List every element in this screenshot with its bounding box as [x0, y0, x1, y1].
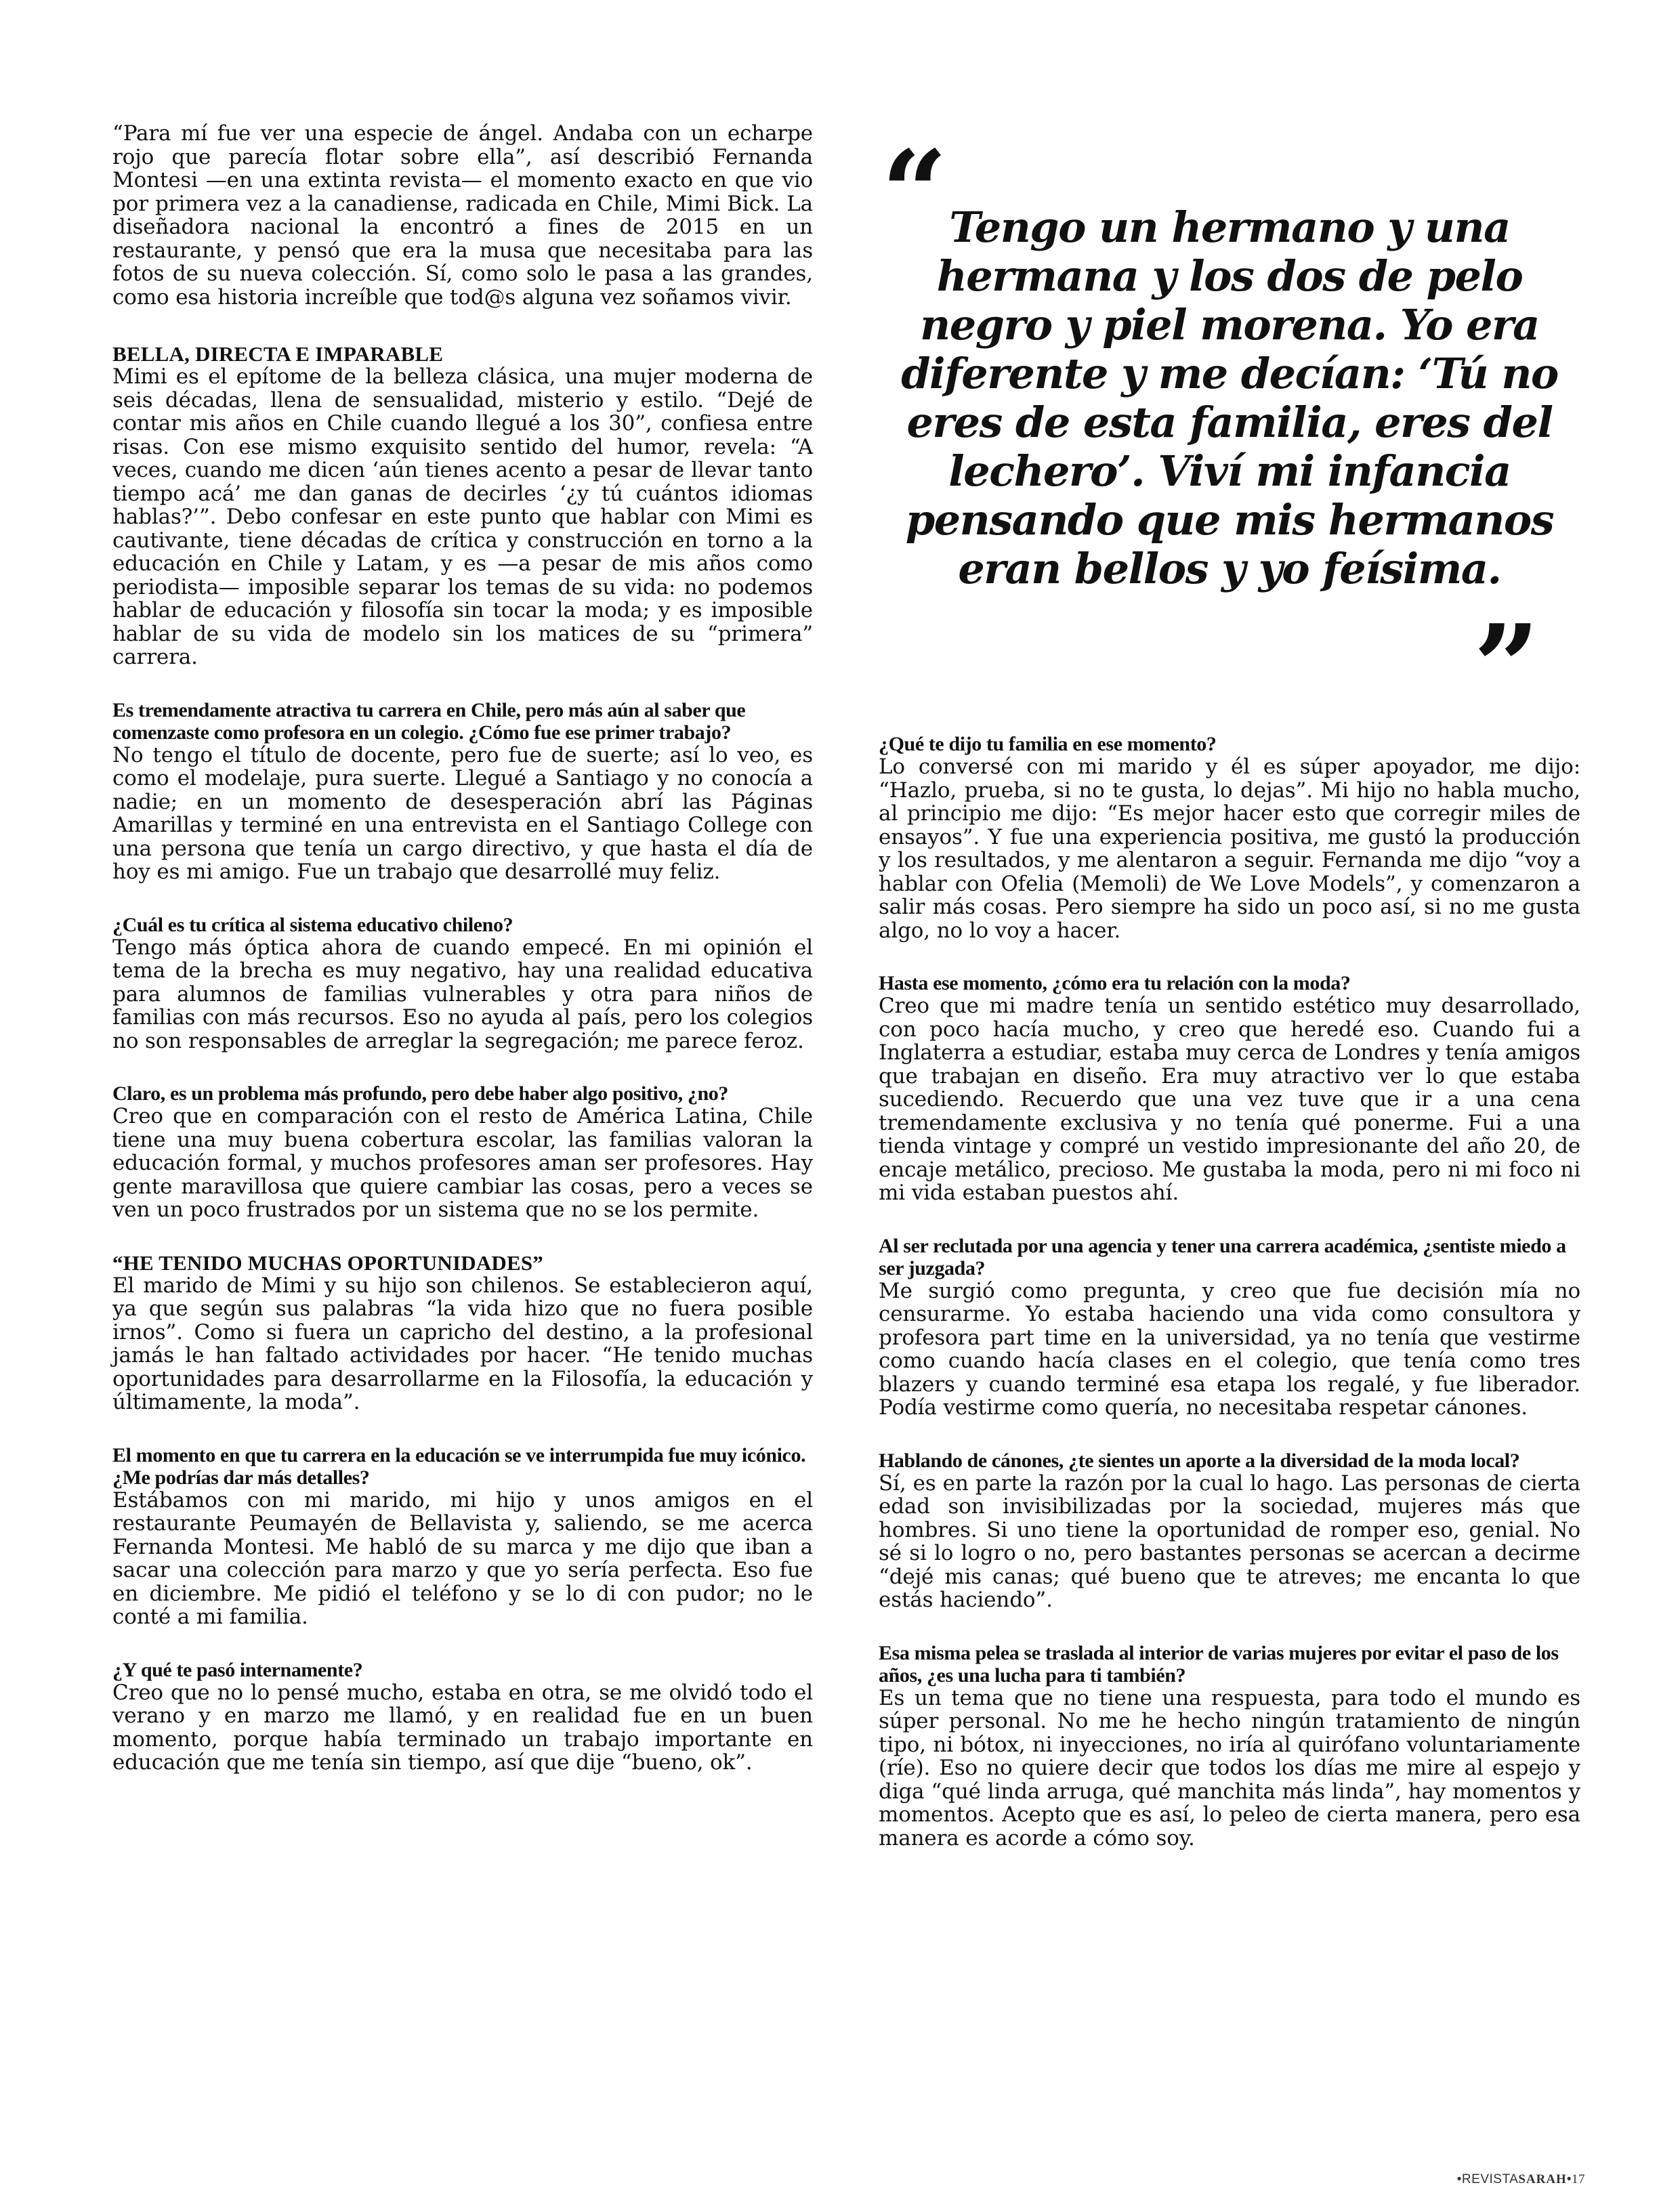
- question-heading: ¿Y qué te pasó internamente?: [112, 1658, 363, 1681]
- page-number: 17: [1572, 2172, 1585, 2186]
- answer-text: Es un tema que no tiene una respuesta, para todo el mundo es súper personal. No me he hecho ningún tratamiento de ningún tipo, ni bótox, ni inyecciones, no iría al quirófano voluntariamente (ríe). Eso no quiere decir que todos los días me mire al espejo y diga “qué linda arruga, qué manchita más linda”, hay momentos y momentos. Acepto que es así, lo peleo de cierta manera, pero esa manera es acorde a cómo soy.: [879, 1685, 1580, 1850]
- question-heading: Al ser reclutada por una agencia y tener una carrera académica, ¿sentiste miedo a ser juzgada?: [879, 1234, 1566, 1279]
- answer-text: Lo conversé con mi marido y él es súper apoyador, me dijo: “Hazlo, prueba, si no te gusta, lo dejas”. Mi hijo no habla mucho, al principio me dijo: “Es mejor hacer esto que corregir miles de ensayos”. Y fue una experiencia positiva, me gustó la producción y los resultados, y me alentaron a seguir. Fernanda me dijo “voy a hablar con Ofelia (Memoli) de We Love Models”, y comenzaron a salir más cosas. Pero siempre ha sido un poco así, si no me gusta algo, no lo voy a hacer.: [879, 755, 1580, 943]
- answer-text: Creo que mi madre tenía un sentido estético muy desarrollado, con poco hacía mucho, y creo que heredé eso. Cuando fui a Inglaterra a estudiar, estaba muy cerca de Londres y tenía amigos que trabajan en diseño. Era muy atractivo ver lo que estaba sucediendo. Recuerdo que una vez tuve que ir a una cena tremendamente exclusiva y no tenía qué ponerme. Fui a una tienda vintage y compré un vestido impresionante del año 20, de encaje metálico, precioso. Me gustaba la moda, pero ni mi foco ni mi vida estaban puestos ahí.: [879, 994, 1580, 1205]
- question-heading: Hasta ese momento, ¿cómo era tu relación con la moda?: [879, 972, 1351, 994]
- spacer: [112, 309, 813, 343]
- page-footer: [1450, 2173, 1585, 2186]
- section-paso-anos: [879, 1642, 1580, 1850]
- question-heading: ¿Qué te dijo tu familia en ese momento?: [879, 733, 1217, 755]
- pull-quote: [879, 125, 1580, 735]
- right-column: [879, 733, 1580, 1880]
- section-internamente: [112, 1659, 813, 1775]
- answer-text: Estábamos con mi marido, mi hijo y unos amigos en el restaurante Peumayén de Bellavista y, saliendo, se me acerca Fernanda Montesi. Me habló de su marca y me dijo que iban a sacar una colección para marzo y que yo sería perfecta. Eso fue en diciembre. Me pidió el teléfono y se lo di con pudor; no le conté a mi familia.: [112, 1487, 813, 1629]
- question-heading: El momento en que tu carrera en la educación se ve interrumpida fue muy icónico. ¿Me podrías dar más detalles?: [112, 1443, 806, 1489]
- question-heading: Es tremendamente atractiva tu carrera en Chile, pero más aún al saber que comenzaste como profesora en un colegio. ¿Cómo fue ese primer trabajo?: [112, 698, 746, 744]
- section-familia: [879, 733, 1580, 942]
- close-quote-mark: ”: [1473, 599, 1540, 735]
- section-critica-sistema: [112, 914, 813, 1053]
- footer-separator: •: [1566, 2172, 1572, 2186]
- question-heading: ¿Cuál es tu crítica al sistema educativo chileno?: [112, 913, 513, 936]
- section-heading: “HE TENIDO MUCHAS OPORTUNIDADES”: [112, 1250, 544, 1275]
- section-text: Mimi es el epítome de la belleza clásica, una mujer moderna de seis décadas, llena de sensualidad, misterio y estilo. “Dejé de contar mis años en Chile cuando llegué a los 30”, confiesa entre risas. Con ese mismo exquisito sentido del humor, revela: “A veces, cuando me dicen ‘aún tienes acento a pesar de llevar tanto tiempo acá’ me dan ganas de decirles ‘¿y tú cuántos idiomas hablas?’”. Debo confesar en este punto que hablar con Mimi es cautivante, tiene décadas de crítica y construcción en torno a la educación en Chile y Latam, y es —a pesar de mis años como periodista— imposible separar los temas de su vida: no podemos hablar de educación y filosofía sin tocar la moda; y es imposible hablar de su vida de modelo sin los matices de su “primera” carrera.: [112, 364, 813, 669]
- left-column: [112, 122, 813, 1804]
- footer-prefix: •REVISTA: [1456, 2172, 1519, 2186]
- question-heading: Claro, es un problema más profundo, pero debe haber algo positivo, ¿no?: [112, 1082, 728, 1105]
- intro-paragraph: “Para mí fue ver una especie de ángel. Andaba con un echarpe rojo que parecía flotar sobre ella”, así describió Fernanda Montesi —en una extinta revista— el momento exacto en que vio por primera vez a la canadiense, radicada en Chile, Mimi Bick. La diseñadora nacional la encontró a fines de 2015 en un restaurante, y pensó que era la musa que necesitaba para las fotos de su nueva colección. Sí, como solo le pasa a las grandes, como esa historia increíble que tod@s alguna vez soñamos vivir.: [112, 121, 813, 310]
- answer-text: Tengo más óptica ahora de cuando empecé. En mi opinión el tema de la brecha es muy negativo, hay una realidad educativa para alumnos de familias vulnerables y otra para niños de familias con más recursos. Eso no ayuda al país, pero los colegios no son responsables de arreglar la segregación; me parece feroz.: [112, 935, 813, 1053]
- answer-text: Me surgió como pregunta, y creo que fue decisión mía no censurarme. Yo estaba haciendo una vida como consultora y profesora part time en la universidad, ya no tenía que vestirme como cuando hacía clases en el colegio, que tenía como tres blazers y cuando terminé esa etapa los regalé, y fue liberador. Podía vestirme como quería, no necesitaba respetar cánones.: [879, 1278, 1580, 1420]
- open-quote-mark: “: [881, 125, 948, 261]
- pull-quote-text: Tengo un hermano y una hermana y los dos de pelo negro y piel morena. Yo era diferente y me decían: ‘Tú no eres de esta familia, eres del lechero’. Viví mi infancia pensando que mis hermanos eran bellos y yo feísima.: [901, 203, 1558, 593]
- magazine-brand: SARAH: [1518, 2172, 1567, 2186]
- section-miedo-juzgada: [879, 1235, 1580, 1420]
- section-text: El marido de Mimi y su hijo son chilenos. Se establecieron aquí, ya que según sus palabras “la vida hizo que no fuera posible irnos”. Como si fuera un capricho del destino, a la profesional jamás le han faltado actividades por hacer. “He tenido muchas oportunidades para desarrollarme en la Filosofía, la educación y últimamente, la moda”.: [112, 1273, 813, 1414]
- section-canones: [879, 1450, 1580, 1612]
- answer-text: Creo que en comparación con el resto de América Latina, Chile tiene una muy buena cobertura escolar, las familias valoran la educación formal, y muchos profesores aman ser profesores. Hay gente maravillosa que quiere cambiar las cosas, pero a veces se ven un poco frustrados por un sistema que no se los permite.: [112, 1104, 813, 1222]
- section-relacion-moda: [879, 972, 1580, 1205]
- section-bella-directa: [112, 343, 813, 669]
- section-momento-iconico: [112, 1444, 813, 1629]
- question-heading: Esa misma pelea se traslada al interior de varias mujeres por evitar el paso de los años, ¿es una lucha para ti también?: [879, 1641, 1559, 1687]
- section-oportunidades: [112, 1252, 813, 1414]
- section-primer-trabajo: [112, 699, 813, 884]
- section-heading: BELLA, DIRECTA E IMPARABLE: [112, 342, 444, 366]
- answer-text: Creo que no lo pensé mucho, estaba en otra, se me olvidó todo el verano y en marzo me llamó, y en realidad fue en un buen momento, porque había terminado un trabajo importante en educación que me tenía sin tiempo, así que dije “bueno, ok”.: [112, 1680, 813, 1775]
- question-heading: Hablando de cánones, ¿te sientes un aporte a la diversidad de la moda local?: [879, 1449, 1520, 1472]
- section-algo-positivo: [112, 1082, 813, 1222]
- answer-text: Sí, es en parte la razón por la cual lo hago. Las personas de cierta edad son invisibilizadas por la sociedad, mujeres más que hombres. Si uno tiene la oportunidad de romper eso, genial. No sé si lo logro o no, pero bastantes personas se acercan a decirme “dejé mis canas; qué bueno que te atreves; me encanta lo que estás haciendo”.: [879, 1471, 1580, 1612]
- answer-text: No tengo el título de docente, pero fue de suerte; así lo veo, es como el modelaje, pura suerte. Llegué a Santiago y no conocía a nadie; en un momento de desesperación abrí las Páginas Amarillas y terminé en una entrevista en el Santiago College con una persona que tenía un cargo directivo, y que hasta el día de hoy es mi amigo. Fue un trabajo que desarrollé muy feliz.: [112, 742, 813, 884]
